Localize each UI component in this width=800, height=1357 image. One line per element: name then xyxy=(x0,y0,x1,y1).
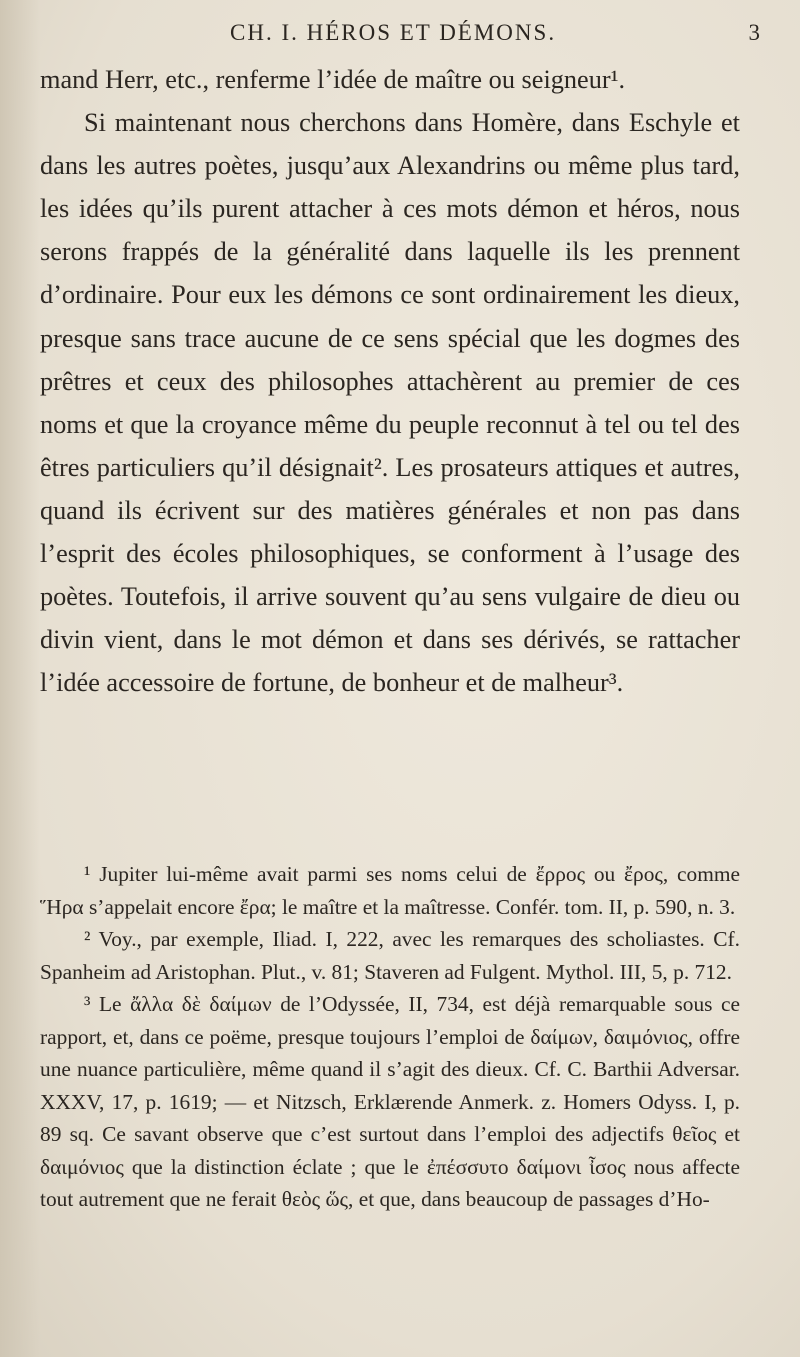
footnote-3: ³ Le ἄλλα δὲ δαίμων de l’Odyssée, II, 734, est déjà remarquable sous ce rapport, et, dans ce poëme, presque toujours l’emploi de δαίμων, δαιμόνιος, offre une nuance particulière, même quand il s’agit des dieux. Cf. C. Barthii Adversar. XXXV, 17, p. 1619; — et Nitzsch, Erklærende Anmerk. z. Homers Odyss. I, p. 89 sq. Ce savant observe que c’est surtout dans l’emploi des adjectifs θεῖος et δαιμόνιος que la distinction éclate ; que le ἐπέσσυτο δαίμονι ἶσος nous affecte tout autrement que ne ferait θεὸς ὥς, et que, dans beaucoup de passages d’Ho- xyxy=(40,992,740,1211)
page-number: 3 xyxy=(748,20,762,45)
running-head-title: CH. I. HÉROS ET DÉMONS. xyxy=(230,20,557,45)
body-paragraph-continued: mand Herr, etc., renferme l’idée de maître ou seigneur¹. xyxy=(40,65,626,94)
page-gutter-shadow xyxy=(0,0,40,1357)
running-head xyxy=(230,20,762,50)
body-text xyxy=(40,58,740,704)
footnote-2: ² Voy., par exemple, Iliad. I, 222, avec les remarques des scholiastes. Cf. Spanheim ad Aristophan. Plut., v. 81; Staveren ad Fulgent. Mythol. III, 5, p. 712. xyxy=(40,927,740,984)
footnote-1: ¹ Jupiter lui-même avait parmi ses noms celui de ἔρρος ou ἔρος, comme Ἥρα s’appelait encore ἔρα; le maître et la maîtresse. Confér. tom. II, p. 590, n. 3. xyxy=(40,862,740,919)
footnotes xyxy=(40,858,740,1216)
body-paragraph: Si maintenant nous cherchons dans Homère, dans Eschyle et dans les autres poètes, jusqu’aux Alexandrins ou même plus tard, les idées qu’ils purent attacher à ces mots démon et héros, nous serons frappés de la généralité dans laquelle ils les prennent d’ordinaire. Pour eux les démons ce sont ordinairement les dieux, presque sans trace aucune de ce sens spécial que les dogmes des prêtres et ceux des philosophes attachèrent au premier de ces noms et que la croyance même du peuple reconnut à tel ou tel des êtres particuliers qu’il désignait². Les prosateurs attiques et autres, quand ils écrivent sur des matières générales et non pas dans l’esprit des écoles philosophiques, se conforment à l’usage des poètes. Toutefois, il arrive souvent qu’au sens vulgaire de dieu ou divin vient, dans le mot démon et dans ses dérivés, se rattacher l’idée accessoire de fortune, de bonheur et de malheur³. xyxy=(40,108,740,698)
